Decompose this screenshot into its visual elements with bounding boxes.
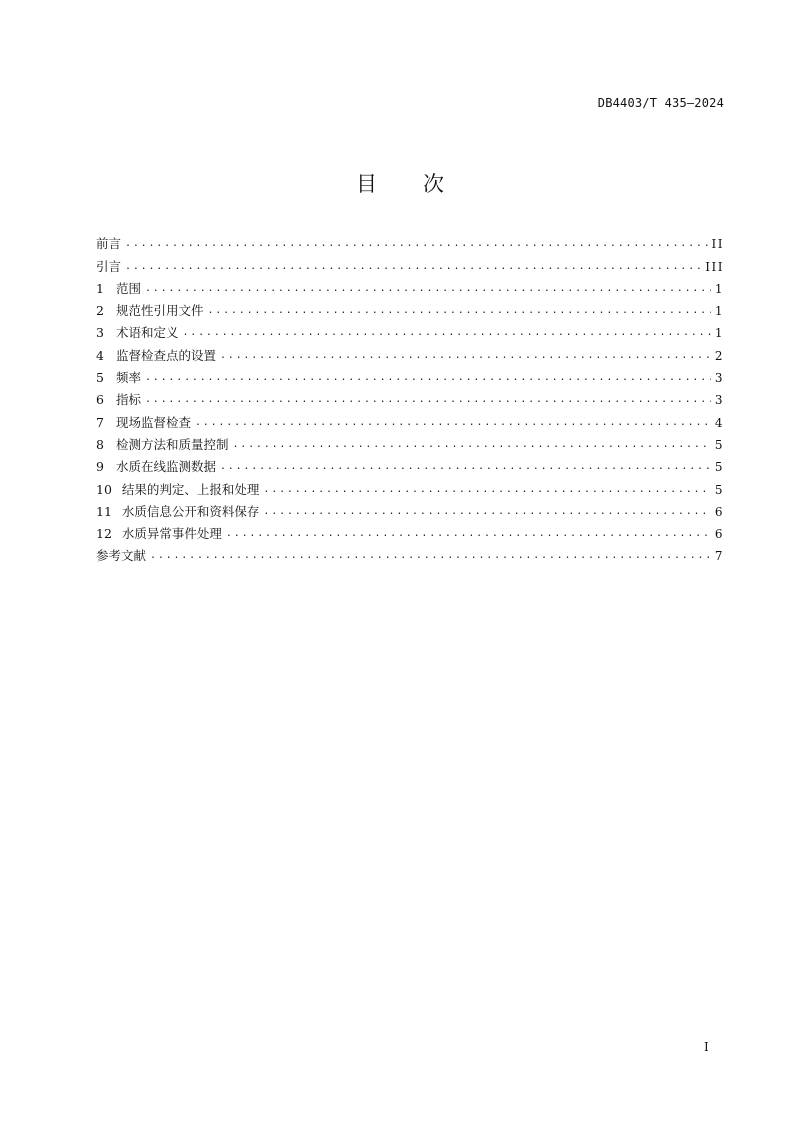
toc-entry[interactable] xyxy=(96,500,724,522)
toc-dot-leader xyxy=(125,234,708,254)
toc-entry[interactable] xyxy=(96,433,724,455)
toc-entry-page: 7 xyxy=(714,549,724,564)
toc-dot-leader xyxy=(220,346,711,366)
toc-entry[interactable] xyxy=(96,544,724,566)
toc-entry-number: 2 xyxy=(96,303,104,319)
toc-entry-number: 4 xyxy=(96,347,104,363)
toc-dot-leader xyxy=(125,257,701,277)
toc-entry-page: 3 xyxy=(714,371,724,386)
toc-entry[interactable] xyxy=(96,232,724,254)
toc-entry-number: 3 xyxy=(96,325,104,341)
toc-entry-page: 6 xyxy=(714,504,724,519)
toc-entry-number: 9 xyxy=(96,459,104,475)
toc-dot-leader xyxy=(263,480,710,500)
toc-entry-label: 结果的判定、上报和处理 xyxy=(121,481,260,497)
toc-entry-page: 6 xyxy=(714,527,724,542)
toc-dot-leader xyxy=(232,435,710,455)
toc-entry[interactable] xyxy=(96,410,724,432)
toc-entry[interactable] xyxy=(96,388,724,410)
toc-entry-label: 频率 xyxy=(115,370,141,386)
toc-entry-page: 3 xyxy=(714,393,724,408)
toc-entry-page: II xyxy=(711,237,724,252)
toc-entry[interactable] xyxy=(96,522,724,544)
page-number: I xyxy=(704,1040,709,1054)
toc-entry-label: 现场监督检查 xyxy=(115,414,191,430)
toc-entry[interactable] xyxy=(96,299,724,321)
toc-entry-label: 规范性引用文件 xyxy=(115,303,204,319)
toc-dot-leader xyxy=(145,390,711,410)
toc-entry-label: 水质信息公开和资料保存 xyxy=(121,503,260,519)
toc-entry-number: 8 xyxy=(96,436,104,452)
toc-entry-page: 4 xyxy=(714,415,724,430)
table-of-contents xyxy=(96,232,724,566)
toc-entry-page: 1 xyxy=(714,304,724,319)
toc-title xyxy=(0,168,800,198)
toc-entry-page: 5 xyxy=(714,437,724,452)
toc-entry-page: III xyxy=(705,259,724,274)
toc-entry-label: 术语和定义 xyxy=(115,325,179,341)
toc-entry-number: 11 xyxy=(96,503,112,519)
toc-dot-leader xyxy=(207,301,710,321)
toc-entry-page: 2 xyxy=(714,348,724,363)
toc-title-right: 次 xyxy=(423,172,444,196)
toc-entry-label: 前言 xyxy=(96,236,122,252)
toc-dot-leader xyxy=(195,413,711,433)
toc-entry-label: 监督检查点的设置 xyxy=(115,347,216,363)
document-code: DB4403/T 435—2024 xyxy=(597,96,724,110)
toc-dot-leader xyxy=(150,546,711,566)
toc-dot-leader xyxy=(145,279,711,299)
toc-entry-number: 1 xyxy=(96,280,104,296)
toc-entry-number: 10 xyxy=(96,481,112,497)
toc-entry-page: 1 xyxy=(714,281,724,296)
toc-entry-number: 12 xyxy=(96,526,112,542)
toc-dot-leader xyxy=(145,368,711,388)
toc-entry[interactable] xyxy=(96,366,724,388)
toc-entry[interactable] xyxy=(96,477,724,499)
toc-entry-number: 5 xyxy=(96,370,104,386)
toc-dot-leader xyxy=(220,457,711,477)
toc-entry-label: 水质在线监测数据 xyxy=(115,459,216,475)
toc-entry[interactable] xyxy=(96,343,724,365)
toc-entry-label: 水质异常事件处理 xyxy=(121,526,222,542)
toc-entry-number: 6 xyxy=(96,392,104,408)
toc-title-left: 目 xyxy=(356,172,377,196)
toc-entry-number: 7 xyxy=(96,414,104,430)
toc-entry-label: 检测方法和质量控制 xyxy=(115,436,229,452)
toc-entry-page: 5 xyxy=(714,482,724,497)
toc-entry-label: 引言 xyxy=(96,258,122,274)
toc-entry-page: 1 xyxy=(714,326,724,341)
toc-entry[interactable] xyxy=(96,277,724,299)
toc-entry-page: 5 xyxy=(714,460,724,475)
toc-entry-label: 范围 xyxy=(115,280,141,296)
toc-entry[interactable] xyxy=(96,455,724,477)
toc-dot-leader xyxy=(226,524,711,544)
toc-entry[interactable] xyxy=(96,321,724,343)
toc-dot-leader xyxy=(182,323,710,343)
toc-dot-leader xyxy=(263,502,710,522)
toc-entry-label: 指标 xyxy=(115,392,141,408)
toc-entry-label: 参考文献 xyxy=(96,548,147,564)
toc-entry[interactable] xyxy=(96,254,724,276)
